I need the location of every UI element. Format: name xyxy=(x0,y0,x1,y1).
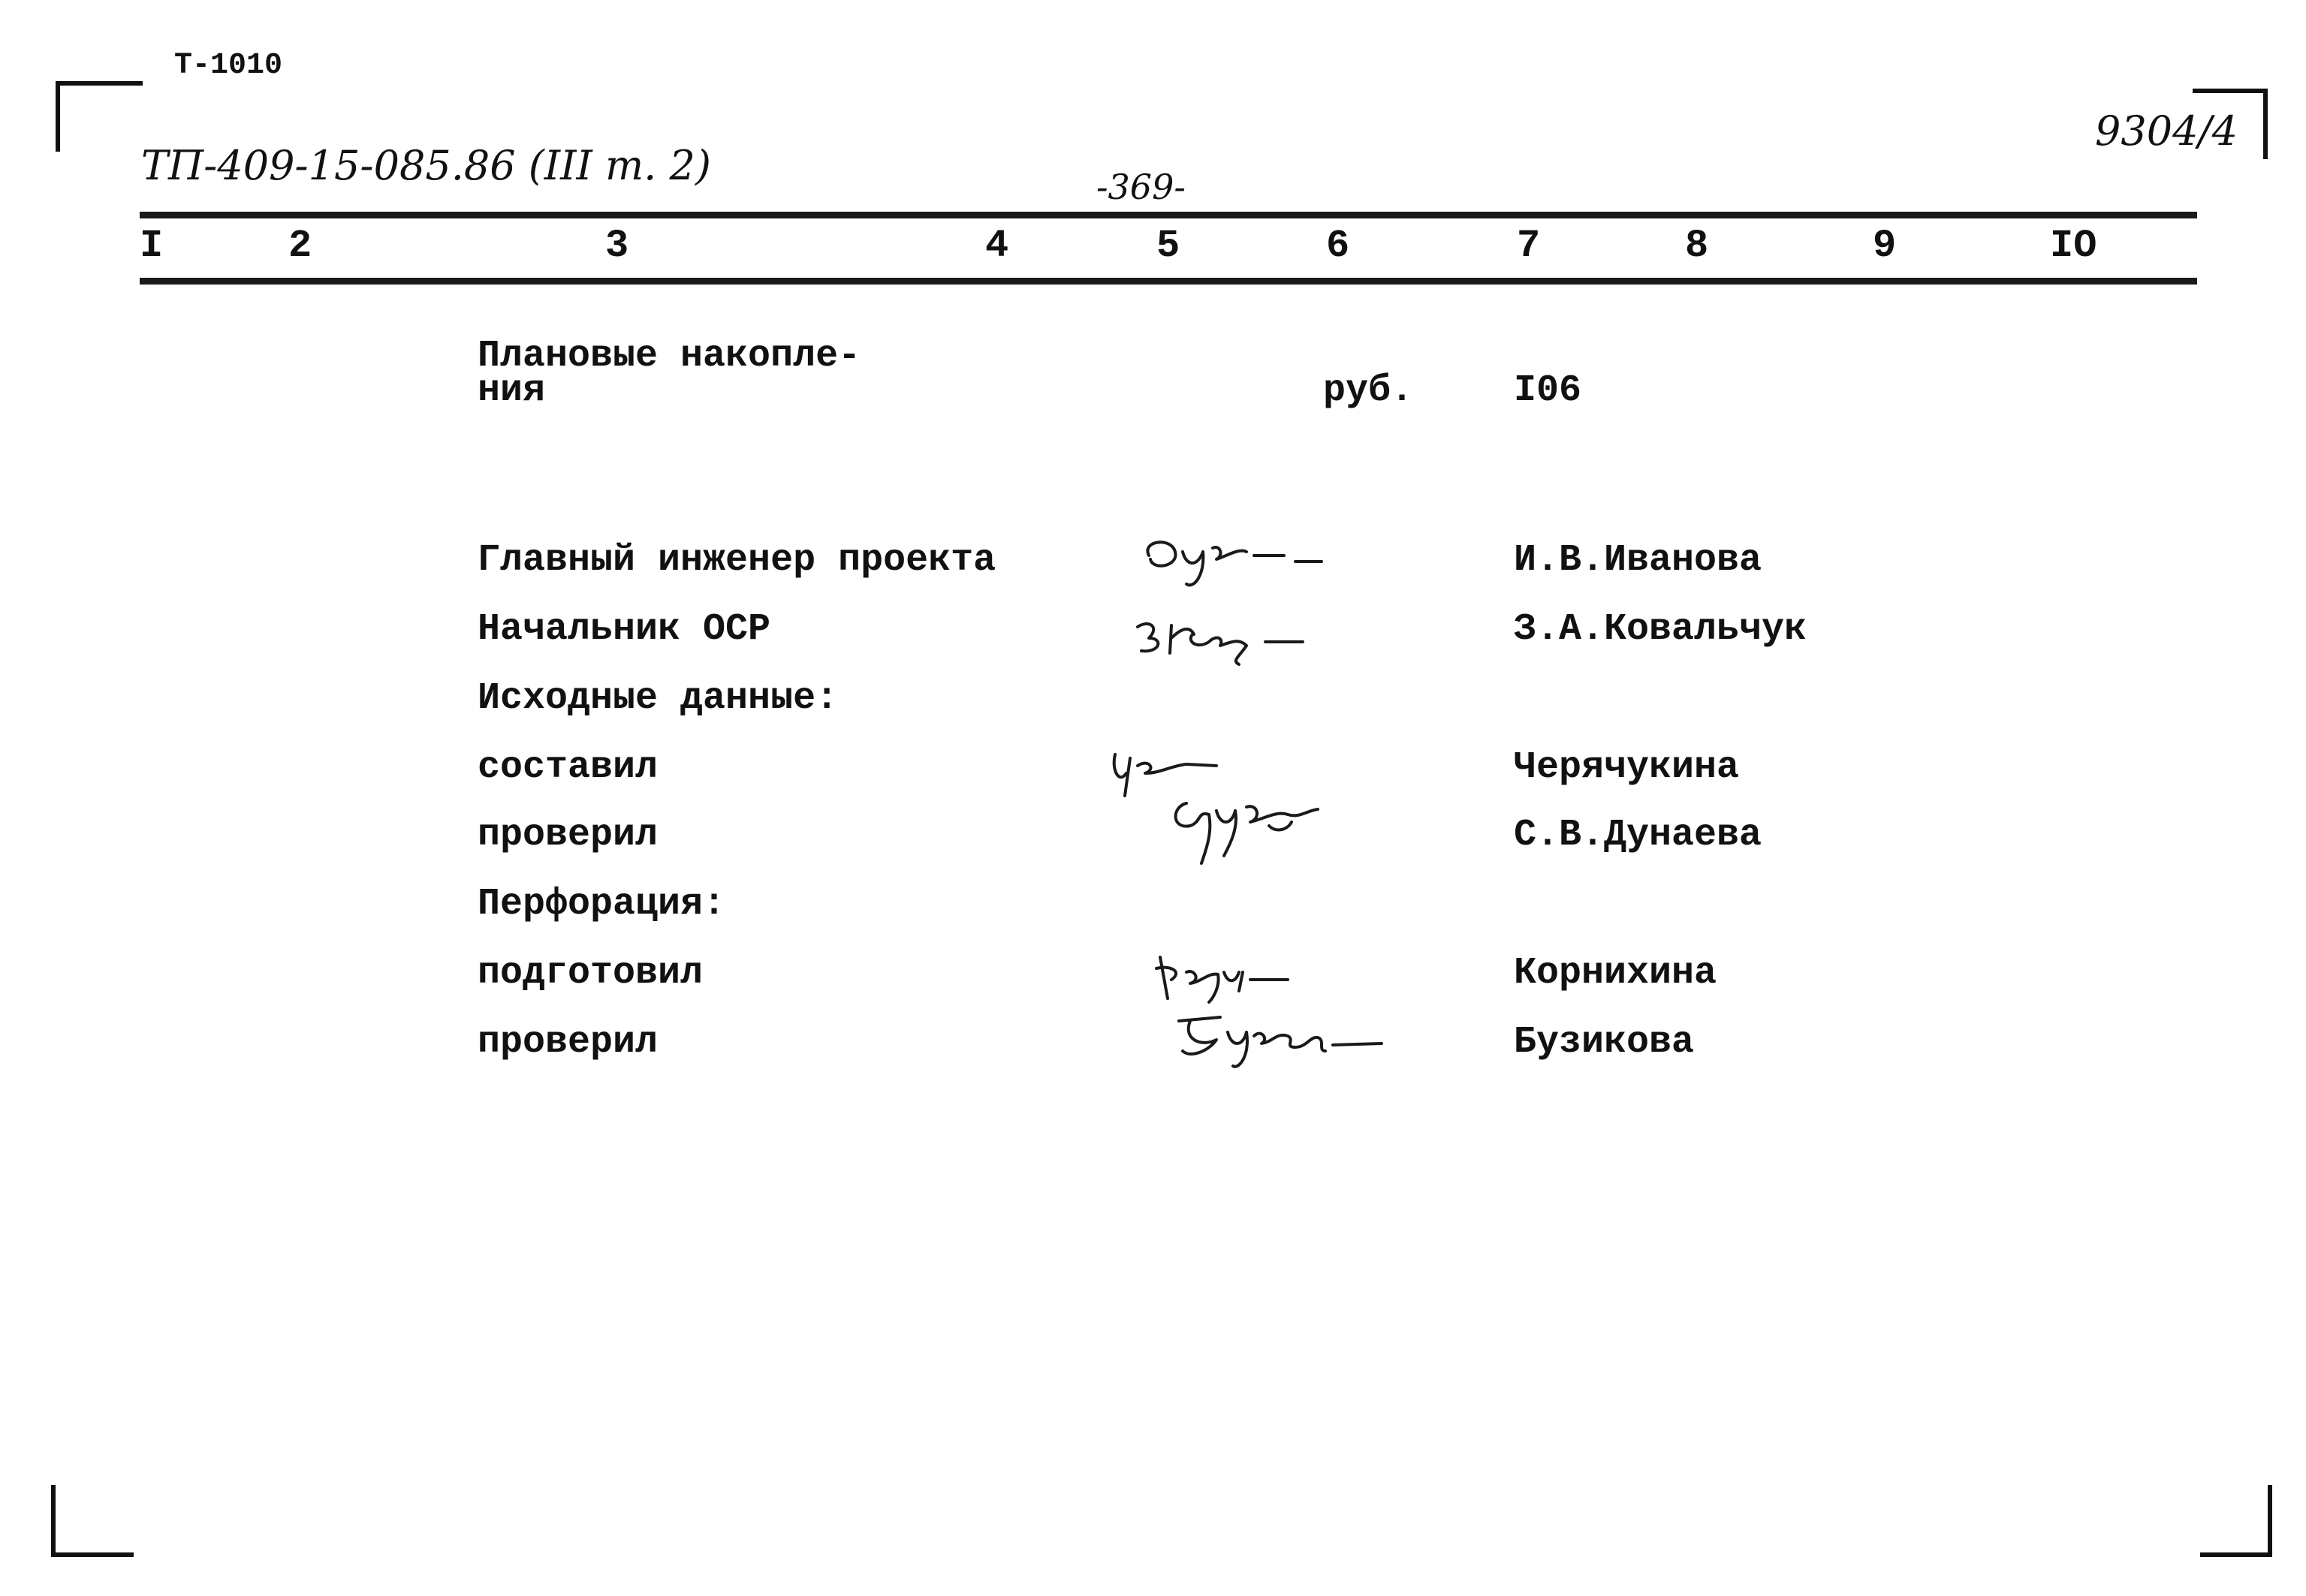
name-checked-perforation: Бузикова xyxy=(1514,1021,1695,1064)
column-number-8: 8 xyxy=(1685,224,1709,268)
name-prepared: Корнихина xyxy=(1514,952,1717,995)
header-rule-bottom xyxy=(140,278,2197,285)
role-chief-engineer: Главный инженер проекта xyxy=(478,539,996,582)
header-rule-top xyxy=(140,212,2197,218)
document-code-top: Т-1010 xyxy=(174,49,283,83)
signature-checked-perforation xyxy=(1164,1006,1404,1074)
column-number-9: 9 xyxy=(1873,224,1897,268)
column-number-10: IO xyxy=(2050,224,2097,268)
name-checked: С.В.Дунаева xyxy=(1514,814,1762,857)
column-number-7: 7 xyxy=(1517,224,1541,268)
role-head-osr: Начальник ОСР xyxy=(478,608,771,651)
role-checked: проверил xyxy=(478,814,659,857)
signature-head-osr xyxy=(1126,604,1322,672)
signature-prepared xyxy=(1149,946,1314,1006)
column-number-2: 2 xyxy=(288,224,312,268)
column-number-5: 5 xyxy=(1156,224,1180,268)
name-compiled: Черячукина xyxy=(1514,746,1740,789)
column-number-3: 3 xyxy=(605,224,629,268)
name-chief-engineer: И.В.Иванова xyxy=(1514,539,1762,582)
role-prepared: подготовил xyxy=(478,952,704,995)
corner-mark-bottom-left xyxy=(51,1485,134,1557)
sheet-number: 9304/4 xyxy=(2095,107,2238,155)
corner-mark-bottom-right xyxy=(2200,1485,2272,1557)
role-compiled: составил xyxy=(478,746,659,789)
planned-label-line1: Плановые накопле- xyxy=(478,335,861,378)
planned-value: I06 xyxy=(1514,369,1582,412)
corner-mark-top-left xyxy=(56,81,143,152)
name-head-osr: З.А.Ковальчук xyxy=(1514,608,1807,651)
page-number: -369- xyxy=(1096,167,1186,207)
signature-chief-engineer xyxy=(1134,525,1329,593)
column-number-4: 4 xyxy=(985,224,1009,268)
role-checked-perforation: проверил xyxy=(478,1021,659,1064)
project-code: ТП-409-15-085.86 (III т. 2) xyxy=(141,142,711,189)
planned-label-line2: ния xyxy=(478,369,546,412)
section-source-data: Исходные данные: xyxy=(478,677,839,720)
column-number-6: 6 xyxy=(1326,224,1350,268)
planned-unit: руб. xyxy=(1323,369,1414,412)
signature-checked xyxy=(1156,781,1352,871)
column-number-1: I xyxy=(140,224,164,268)
section-perforation: Перфорация: xyxy=(478,883,726,926)
